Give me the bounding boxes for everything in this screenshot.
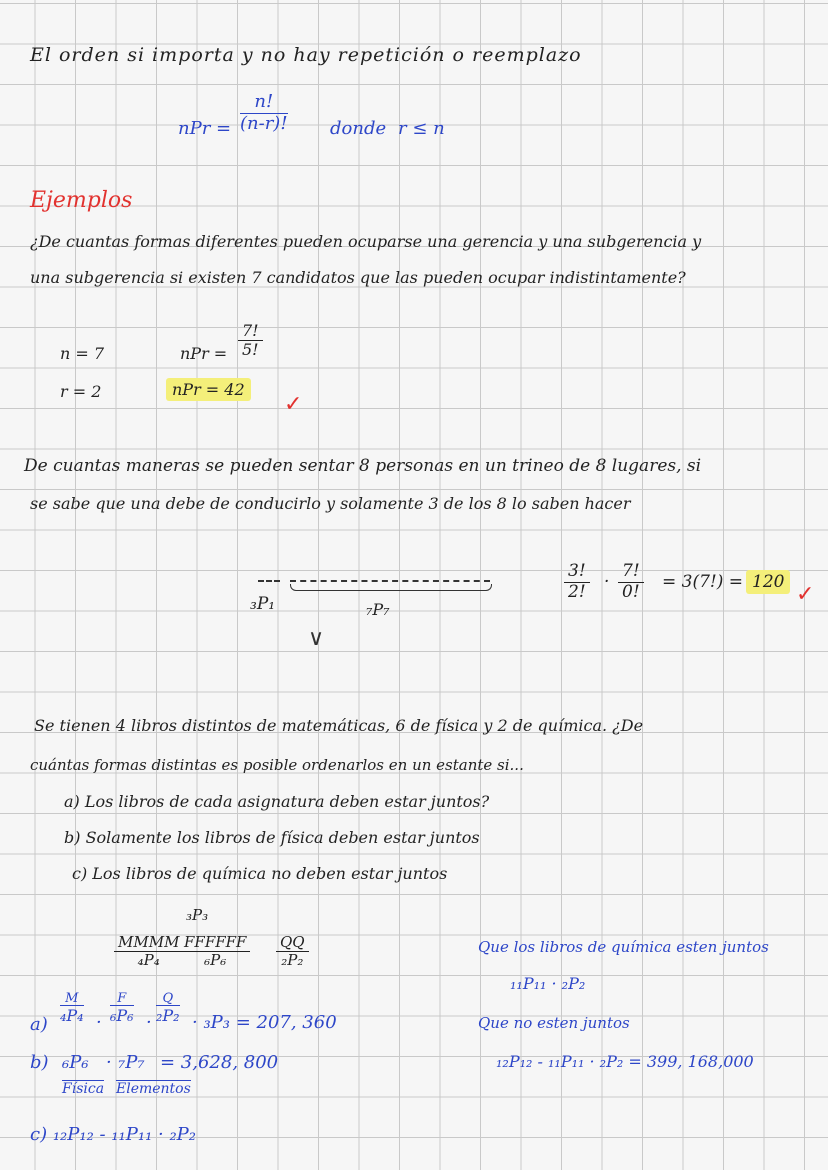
ex3-math-perm: ₄P₄ bbox=[137, 951, 160, 970]
ex3-answer-a-q-label: Q bbox=[162, 991, 174, 1006]
ex3-physics-perm: ₆P₆ bbox=[204, 951, 227, 970]
formula-donde: donde bbox=[330, 118, 387, 139]
ex3-answer-b-perm2: ₇P₇ bbox=[118, 1052, 145, 1073]
intro-statement: El orden si importa y no hay repetición o reemplazo bbox=[30, 44, 582, 66]
ex3-math-group bbox=[114, 934, 183, 970]
ex3-groups-perm: ₃P₃ bbox=[186, 906, 209, 924]
ex3-answer-b-label: b) bbox=[30, 1052, 49, 1073]
ex3-answer-a-result: · ₃P₃ = 207, 360 bbox=[192, 1012, 337, 1033]
ex3-math-books: MMMM bbox=[114, 934, 183, 952]
ex3-answer-a-m bbox=[60, 992, 84, 1025]
ex3-answer-a-q bbox=[156, 992, 180, 1025]
ex1-lhs: nPr = bbox=[180, 344, 228, 363]
ex2-seat1-perm: ₃P₁ bbox=[250, 594, 276, 614]
ex3-part-b: b) Solamente los libros de física deben estar juntos bbox=[64, 828, 480, 847]
ex2-fraction2-num: 7! bbox=[618, 562, 644, 583]
ex3-chem-perm: ₂P₂ bbox=[281, 951, 304, 970]
formula-lhs: nPr = bbox=[178, 118, 232, 139]
ex2-answer-highlight: 120 bbox=[746, 570, 790, 594]
ex2-fraction2 bbox=[618, 562, 644, 602]
ex3-question-line1: Se tienen 4 libros distintos de matemáticas, 6 de física y 2 de química. ¿De bbox=[34, 716, 644, 735]
ex3-answer-a-dot2: · bbox=[146, 1012, 152, 1033]
ex2-equals: = 3(7!) = bbox=[662, 572, 744, 592]
ex3-note-together-formula: ₁₁P₁₁ · ₂P₂ bbox=[510, 974, 586, 993]
ex2-fraction1-den: 2! bbox=[568, 581, 586, 602]
ex2-seats-perm: ₇P₇ bbox=[366, 600, 390, 619]
ex3-answer-a-m-label: M bbox=[65, 991, 79, 1006]
ex3-answer-a-q-perm: ₂P₂ bbox=[156, 1006, 180, 1025]
ex3-answer-a-dot1: · bbox=[96, 1012, 102, 1033]
ex2-chevron-icon: ∨ bbox=[308, 626, 325, 651]
ex1-n-value: n = 7 bbox=[60, 344, 105, 363]
ex3-note-together: Que los libros de química esten juntos bbox=[478, 938, 769, 956]
ex3-answer-b-perm1: ₆P₆ bbox=[62, 1052, 89, 1073]
ex3-physics-group bbox=[180, 934, 250, 970]
ex3-answer-a-f bbox=[110, 992, 134, 1025]
ex3-chem-books: QQ bbox=[276, 934, 309, 952]
ex3-physics-books: FFFFFF bbox=[180, 934, 250, 952]
ex1-r-value: r = 2 bbox=[60, 382, 102, 401]
ex3-answer-a-m-perm: ₄P₄ bbox=[60, 1006, 84, 1025]
ex2-seats-bracket bbox=[290, 584, 492, 591]
ex3-answer-b-sub1: Física bbox=[62, 1081, 105, 1097]
ex2-driver-seat bbox=[258, 580, 280, 582]
ex2-question-line1: De cuantas maneras se pueden sentar 8 personas en un trineo de 8 lugares, si bbox=[24, 456, 702, 476]
ex1-question-line1: ¿De cuantas formas diferentes pueden ocuparse una gerencia y una subgerencia y bbox=[30, 232, 702, 251]
ex2-fraction1-num: 3! bbox=[564, 562, 590, 583]
formula-fraction bbox=[240, 92, 288, 134]
ex3-chem-group bbox=[276, 934, 309, 970]
ex3-part-c: c) Los libros de química no deben estar juntos bbox=[72, 864, 448, 883]
ex1-denominator: 5! bbox=[242, 340, 259, 360]
ex2-answer bbox=[746, 572, 790, 592]
ex3-answer-a-f-label: F bbox=[117, 991, 127, 1006]
ex1-answer-highlight: nPr = 42 bbox=[166, 378, 251, 401]
ex1-numerator: 7! bbox=[238, 322, 263, 341]
ex2-passenger-seats bbox=[290, 580, 490, 582]
examples-title: Ejemplos bbox=[30, 188, 133, 213]
ex1-answer bbox=[166, 380, 251, 399]
ex3-note-not-together: Que no esten juntos bbox=[478, 1014, 630, 1032]
ex2-check-icon: ✓ bbox=[796, 582, 815, 607]
ex2-fraction2-den: 0! bbox=[622, 581, 640, 602]
formula-denominator: (n-r)! bbox=[240, 112, 288, 134]
ex3-answer-a-f-perm: ₆P₆ bbox=[110, 1006, 134, 1025]
ex3-note-not-together-formula: ₁₂P₁₂ - ₁₁P₁₁ · ₂P₂ = 399, 168,000 bbox=[496, 1052, 754, 1071]
ex2-question-line2: se sabe que una debe de conducirlo y solamente 3 de los 8 lo saben hacer bbox=[30, 494, 631, 513]
ex3-answer-b-dot: · bbox=[106, 1052, 112, 1073]
ex1-check-icon: ✓ bbox=[284, 392, 303, 417]
ex2-fraction1 bbox=[564, 562, 590, 602]
ex1-fraction bbox=[238, 322, 263, 360]
ex1-question-line2: una subgerencia si existen 7 candidatos que las pueden ocupar indistintamente? bbox=[30, 268, 686, 287]
ex3-answer-c: c) ₁₂P₁₂ - ₁₁P₁₁ · ₂P₂ bbox=[30, 1124, 197, 1145]
ex2-dot: · bbox=[604, 572, 610, 592]
ex3-answer-b-sub2: Elementos bbox=[116, 1081, 191, 1097]
ex3-answer-a-label: a) bbox=[30, 1014, 48, 1035]
formula-numerator: n! bbox=[240, 92, 288, 114]
ex3-part-a: a) Los libros de cada asignatura deben estar juntos? bbox=[64, 792, 490, 811]
ex3-question-line2: cuántas formas distintas es posible ordenarlos en un estante si... bbox=[30, 756, 524, 774]
ex3-answer-b-result: = 3,628, 800 bbox=[160, 1052, 279, 1073]
formula-condition: r ≤ n bbox=[398, 118, 445, 139]
